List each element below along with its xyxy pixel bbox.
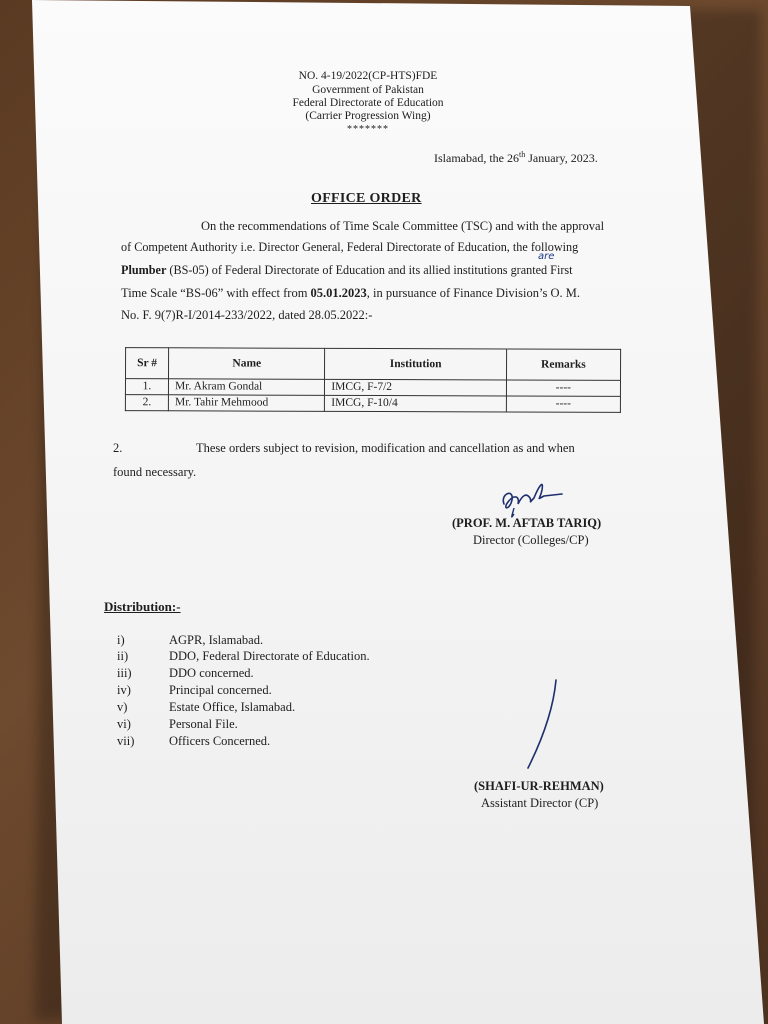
cell-name: Mr. Tahir Mehmood (168, 395, 324, 412)
item-number: i) (117, 633, 125, 647)
body-line-2: of Competent Authority i.e. Director General, Federal Directorate of Education, the following (121, 240, 579, 254)
date-suffix-ordinal: th (518, 150, 526, 159)
body-line-3 (121, 260, 573, 281)
para2-continuation: found necessary. (113, 465, 197, 479)
item-number: iii) (117, 666, 132, 680)
table-row (125, 395, 620, 413)
item-text: Principal concerned. (169, 683, 272, 697)
effective-date: 05.01.2023 (310, 286, 367, 300)
item-text: DDO, Federal Directorate of Education. (169, 649, 370, 663)
cell-institution: IMCG, F-7/2 (325, 379, 506, 396)
date-line (434, 150, 598, 166)
col-header-institution: Institution (325, 348, 506, 380)
distribution-item (117, 716, 238, 733)
employee-table (125, 347, 621, 413)
item-number: v) (117, 700, 128, 714)
body-line-4-post: , in pursuance of Finance Division’s O. M. (366, 286, 580, 300)
directorate-line: Federal Directorate of Education (292, 97, 444, 109)
item-text: Personal File. (169, 717, 238, 731)
assistant-director-signature (518, 676, 564, 772)
post-name: Plumber (121, 263, 167, 277)
body-line-3-rest: (BS-05) of Federal Directorate of Education and its allied institutions granted First (166, 263, 573, 277)
para2-text: These orders subject to revision, modification and cancellation as and when (196, 441, 575, 455)
distribution-item (117, 665, 254, 682)
cell-sr: 2. (125, 395, 168, 411)
signatory-2-designation: Assistant Director (CP) (481, 796, 599, 810)
distribution-heading: Distribution:- (104, 599, 181, 614)
item-text: Estate Office, Islamabad. (169, 700, 296, 714)
signatory-1-designation: Director (Colleges/CP) (473, 533, 589, 547)
cell-remarks: ---- (506, 380, 620, 396)
signatory-2-name: (SHAFI-UR-REHMAN) (474, 779, 604, 793)
cell-remarks: ---- (506, 396, 620, 412)
cell-institution: IMCG, F-10/4 (325, 395, 506, 412)
body-line-4-pre: Time Scale “BS-06” with effect from (121, 286, 311, 300)
item-text: AGPR, Islamabad. (169, 633, 264, 647)
wing-line: (Carrier Progression Wing) (305, 110, 431, 122)
para2-number: 2. (113, 441, 123, 455)
item-number: vi) (117, 717, 131, 731)
distribution-item (117, 733, 270, 750)
col-header-name: Name (169, 348, 325, 380)
table-row (125, 379, 620, 397)
page-title: OFFICE ORDER (311, 191, 422, 206)
government-line: Government of Pakistan (312, 84, 424, 96)
body-line-1: On the recommendations of Time Scale Committee (TSC) and with the approval (201, 219, 605, 233)
col-header-sr: Sr # (126, 348, 169, 379)
director-signature (492, 474, 572, 522)
body-line-4 (121, 283, 580, 304)
body-line-5: No. F. 9(7)R-I/2014-233/2022, dated 28.05.2022:- (121, 308, 373, 322)
distribution-item (117, 648, 370, 665)
distribution-item (117, 632, 263, 649)
col-header-remarks: Remarks (506, 349, 620, 380)
item-number: vii) (117, 734, 135, 748)
distribution-item (117, 699, 295, 716)
item-number: ii) (117, 649, 129, 663)
date-suffix: January, 2023. (525, 151, 598, 165)
cell-name: Mr. Akram Gondal (169, 379, 325, 396)
cell-sr: 1. (125, 379, 168, 395)
date-prefix: Islamabad, the 26 (434, 151, 519, 165)
signatory-1-name: (PROF. M. AFTAB TARIQ) (452, 516, 602, 530)
item-number: iv) (117, 683, 131, 697)
header-stars: ******* (347, 124, 389, 135)
item-text: Officers Concerned. (169, 734, 271, 748)
reference-number: NO. 4-19/2022(CP-HTS)FDE (298, 70, 438, 82)
distribution-item (117, 682, 272, 699)
handwritten-correction: are (538, 251, 555, 262)
item-text: DDO concerned. (169, 666, 254, 680)
table-header-row (126, 348, 621, 381)
